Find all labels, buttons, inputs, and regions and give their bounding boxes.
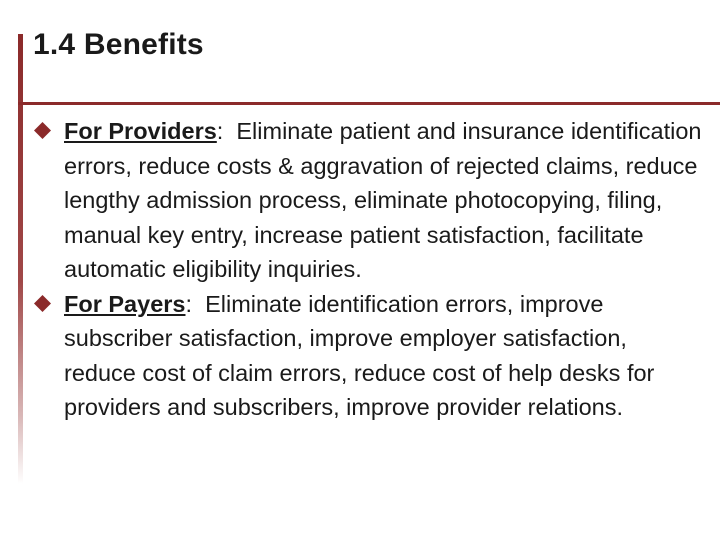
- bullet-text-providers: Eliminate patient and insurance identification errors, reduce costs & aggravation of rejected claims, reduce lengthy admission process, eliminate photocopying, filing, manual key entry, increase patient satisfaction, facilitate automatic eligibility inquiries.: [64, 118, 708, 282]
- bullet-lead-providers: For Providers: [64, 118, 217, 144]
- title-underline-rule: [18, 102, 720, 105]
- diamond-bullet-icon: [34, 295, 51, 312]
- bullet-text-payers: Eliminate identification errors, improve subscriber satisfaction, improve employer satisfaction, reduce cost of claim errors, reduce cost of help desks for providers and subscribers, improve provider relations.: [64, 290, 661, 420]
- slide-title: 1.4 Benefits: [33, 28, 204, 61]
- bullet-item-payers: [34, 287, 704, 425]
- bullet-list: [34, 114, 708, 425]
- bullet-separator: :: [185, 290, 193, 317]
- bullet-item-providers: [34, 114, 708, 287]
- bullet-separator: :: [216, 118, 224, 144]
- bullet-lead-payers: For Payers: [64, 290, 186, 317]
- diamond-bullet-icon: [34, 122, 51, 139]
